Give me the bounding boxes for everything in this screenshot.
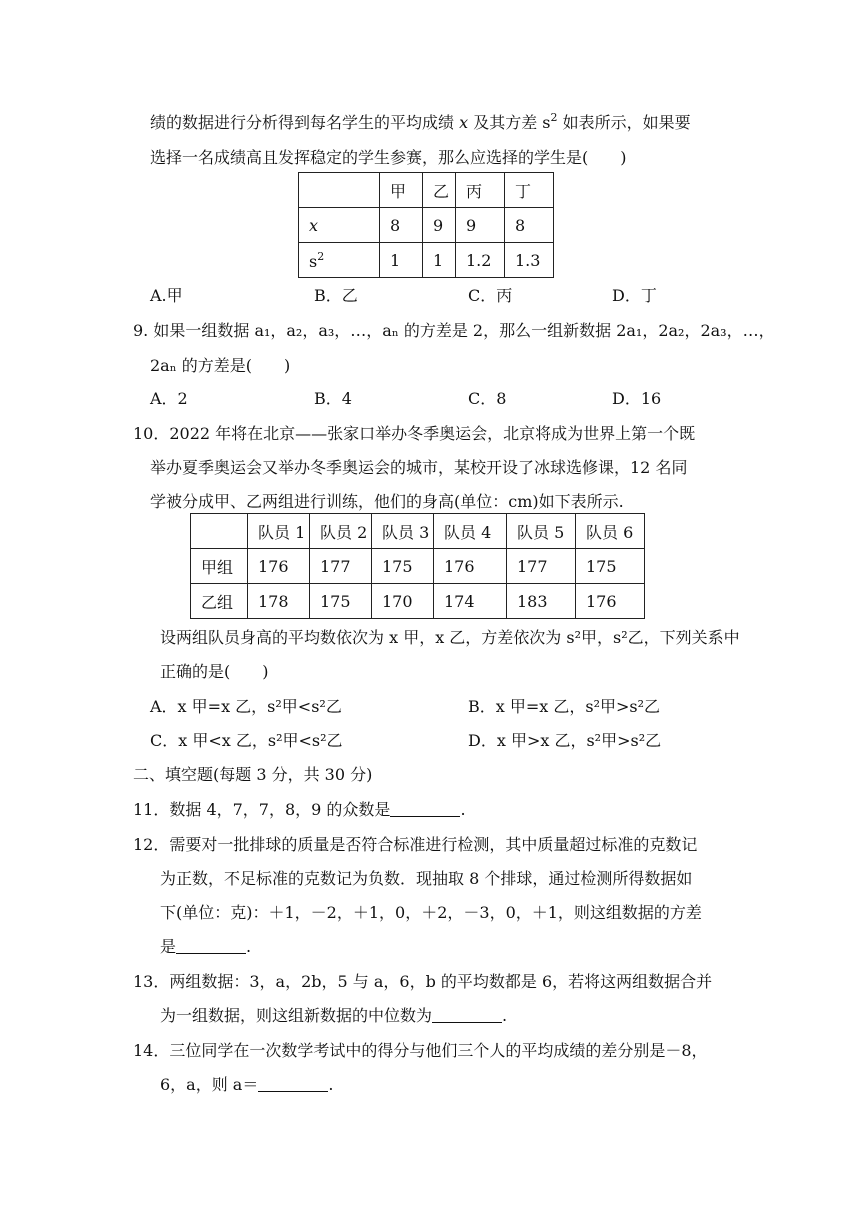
table-cell: 乙 <box>423 173 456 208</box>
q10-line-3: 学被分成甲、乙两组进行训练，他们的身高(单位：cm)如下表所示. <box>150 492 624 511</box>
q8-option-c: C．丙 <box>468 286 513 305</box>
table-cell: 177 <box>507 549 576 584</box>
table-cell: 乙组 <box>191 584 248 619</box>
q13-end: . <box>502 1006 508 1025</box>
table-cell <box>299 243 380 278</box>
q9-option-c: C．8 <box>468 389 507 408</box>
q8-option-d: D．丁 <box>612 286 657 305</box>
q8-option-a: A.甲 <box>150 286 183 305</box>
table-cell: 176 <box>576 584 645 619</box>
q9-option-a: A．2 <box>150 389 188 408</box>
table-cell: 队员 3 <box>372 514 434 549</box>
table-cell: 8 <box>380 208 423 243</box>
table-cell <box>299 173 380 208</box>
q9-option-d: D．16 <box>612 389 662 408</box>
q10-table <box>190 513 645 619</box>
q14-line-2 <box>160 1072 333 1095</box>
table-row <box>191 514 645 549</box>
table-cell: 175 <box>372 549 434 584</box>
q11-line <box>133 797 466 820</box>
table-cell: 队员 4 <box>434 514 507 549</box>
q8-text: 及其方差 s <box>468 113 551 132</box>
q11-end: . <box>460 800 466 819</box>
table-cell: 丁 <box>505 173 554 208</box>
q12-end: . <box>246 937 252 956</box>
table-cell: 8 <box>505 208 554 243</box>
answer-blank[interactable] <box>432 1008 502 1023</box>
table-row <box>299 243 554 278</box>
answer-blank[interactable] <box>258 1077 328 1092</box>
q12-line-4 <box>160 934 251 957</box>
q8-line-2: 选择一名成绩高且发挥稳定的学生参赛，那么应选择的学生是( ) <box>150 148 627 167</box>
table-cell: 178 <box>248 584 310 619</box>
q12-text: 是 <box>160 937 177 956</box>
q10-option-c: C．x 甲<x 乙，s²甲<s²乙 <box>150 731 343 750</box>
q10-option-a: A．x 甲=x 乙，s²甲<s²乙 <box>150 697 342 716</box>
table-cell: 队员 6 <box>576 514 645 549</box>
section-heading: 二、填空题(每题 3 分，共 30 分) <box>133 765 373 784</box>
table-row <box>191 584 645 619</box>
table-cell: 177 <box>310 549 372 584</box>
q10-line-5: 正确的是( ) <box>160 662 269 681</box>
table-cell: 9 <box>456 208 505 243</box>
answer-blank[interactable] <box>390 802 460 817</box>
q10-option-b: B．x 甲=x 乙，s²甲>s²乙 <box>468 697 661 716</box>
table-cell: 176 <box>248 549 310 584</box>
q10-line-1: 10．2022 年将在北京——张家口举办冬季奥运会，北京将成为世界上第一个既 <box>133 424 696 443</box>
q11-text: 11．数据 4，7，7，8，9 的众数是 <box>133 800 391 819</box>
q14-end: . <box>328 1075 334 1094</box>
q12-line-1: 12．需要对一批排球的质量是否符合标准进行检测，其中质量超过标准的克数记 <box>133 835 698 854</box>
table-cell: x <box>299 208 380 243</box>
q8-var-x: x <box>459 113 469 132</box>
table-row <box>299 208 554 243</box>
table-cell: 176 <box>434 549 507 584</box>
table-cell: 队员 1 <box>248 514 310 549</box>
table-cell: 170 <box>372 584 434 619</box>
q14-line-1: 14．三位同学在一次数学考试中的得分与他们三个人的平均成绩的差分别是－8， <box>133 1041 708 1060</box>
answer-blank[interactable] <box>176 939 246 954</box>
table-cell: 174 <box>434 584 507 619</box>
q9-line-1: 9. 如果一组数据 a₁，a₂，a₃，…，aₙ 的方差是 2，那么一组新数据 2a₁，2a₂，2a₃，…， <box>133 321 775 340</box>
table-cell: 1 <box>423 243 456 278</box>
s-label: s <box>309 251 318 271</box>
q10-line-2: 举办夏季奥运会又举办冬季奥运会的城市，某校开设了冰球选修课，12 名同 <box>150 458 688 477</box>
q13-line-1: 13．两组数据：3，a，2b，5 与 a，6，b 的平均数都是 6，若将这两组数据合并 <box>133 972 713 991</box>
table-cell: 183 <box>507 584 576 619</box>
q12-line-3: 下(单位：克)：＋1，－2，＋1，0，＋2，－3，0，＋1，则这组数据的方差 <box>160 903 702 922</box>
q8-sup: 2 <box>550 111 558 124</box>
table-cell: 丙 <box>456 173 505 208</box>
q14-text: 6，a，则 a＝ <box>160 1075 259 1094</box>
q12-line-2: 为正数，不足标准的克数记为负数．现抽取 8 个排球，通过检测所得数据如 <box>160 869 693 888</box>
table-cell <box>191 514 248 549</box>
q8-text: 如表所示，如果要 <box>557 113 691 132</box>
table-cell: 甲组 <box>191 549 248 584</box>
table-cell: 甲 <box>380 173 423 208</box>
table-cell: 队员 5 <box>507 514 576 549</box>
table-cell: 175 <box>576 549 645 584</box>
q10-line-4: 设两组队员身高的平均数依次为 x 甲，x 乙，方差依次为 s²甲，s²乙，下列关系中 <box>160 628 740 647</box>
q9-option-b: B．4 <box>314 389 352 408</box>
table-row <box>191 549 645 584</box>
q8-option-b: B．乙 <box>314 286 358 305</box>
table-cell: 1.2 <box>456 243 505 278</box>
table-cell: 1.3 <box>505 243 554 278</box>
table-cell: 175 <box>310 584 372 619</box>
table-cell: 1 <box>380 243 423 278</box>
table-cell: 队员 2 <box>310 514 372 549</box>
table-row <box>299 173 554 208</box>
s-sup: 2 <box>317 249 325 263</box>
q10-option-d: D．x 甲>x 乙，s²甲>s²乙 <box>468 731 662 750</box>
q9-line-2: 2aₙ 的方差是( ) <box>150 356 291 375</box>
q8-line-1 <box>150 110 691 133</box>
q8-text: 绩的数据进行分析得到每名学生的平均成绩 <box>150 113 460 132</box>
q13-line-2 <box>160 1003 507 1026</box>
q13-text: 为一组数据，则这组新数据的中位数为 <box>160 1006 433 1025</box>
q8-table <box>298 172 554 278</box>
table-cell: 9 <box>423 208 456 243</box>
